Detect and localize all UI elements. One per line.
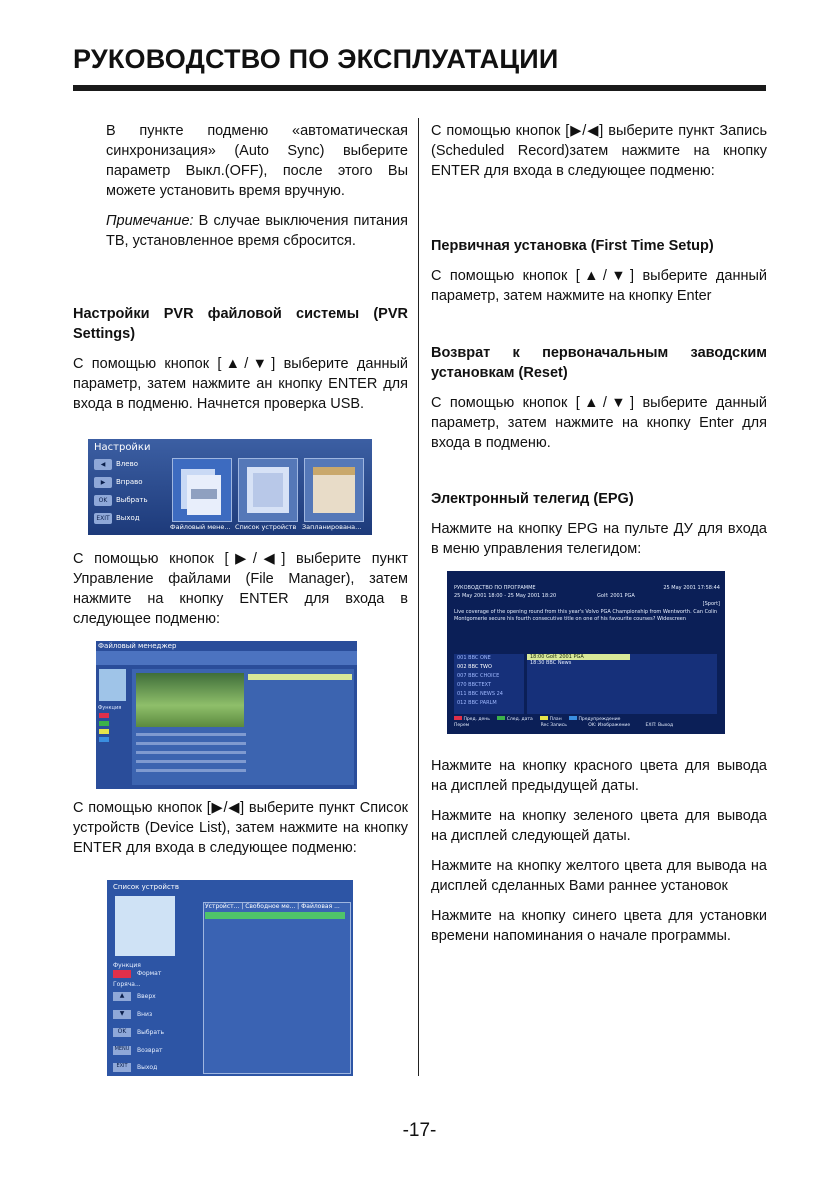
select-label: Выбрать xyxy=(137,1029,165,1036)
channel-item[interactable]: 007 BBC CHOICE xyxy=(457,673,500,679)
fts-heading: Первичная установка (First Time Setup) xyxy=(431,238,714,254)
info-line xyxy=(136,760,246,763)
page-number: -17- xyxy=(402,1120,437,1141)
info-line xyxy=(136,751,246,754)
scheduled-caption: Запланирована... xyxy=(302,523,362,531)
title-rule xyxy=(73,85,766,91)
note-text: В случае выключения питания ТВ, установленное время сбросится. xyxy=(106,213,408,249)
green-key-icon xyxy=(99,721,109,726)
key-exit-label: Выход xyxy=(116,514,140,522)
key-right: ▶ xyxy=(94,477,112,488)
legend-ok: OK: Изображение xyxy=(588,723,631,728)
epg-program: Golf: 2001 PGA xyxy=(597,593,635,599)
key-left: ◀ xyxy=(94,459,112,470)
format-key-icon xyxy=(113,970,131,978)
left-column xyxy=(73,121,408,261)
fts-section xyxy=(431,236,767,316)
fm-section xyxy=(73,549,408,639)
event-item-selected[interactable]: 18:00 Golf: 2001 PGA xyxy=(527,654,630,660)
channel-item[interactable]: 070 BBCTEXT xyxy=(457,682,492,688)
red-key-icon xyxy=(454,716,462,720)
up-label: Вверх xyxy=(137,993,156,1000)
dl-paragraph: С помощью кнопок [▶/◀] выберите пункт Список устройств (Device List), затем нажмите на кнопку ENTER для входа в следующее подменю: xyxy=(73,800,408,856)
pvr-section xyxy=(73,304,408,424)
dl-menu-function: Функция xyxy=(113,962,141,969)
info-line xyxy=(136,742,246,745)
dl-section xyxy=(73,798,408,868)
device-list-screenshot xyxy=(107,880,353,1076)
blue-key-icon xyxy=(569,716,577,720)
settings-title: Настройки xyxy=(94,442,151,453)
fm-menu-function: Функция xyxy=(98,705,122,711)
fm-paragraph: С помощью кнопок [▶/◀] выберите пункт Управление файлами (File Manager), затем нажмите на кнопку ENTER для входа в следующее подменю: xyxy=(73,551,408,627)
col-device: Устройст... xyxy=(205,903,240,910)
reset-heading: Возврат к первоначальным заводским установкам (Reset) xyxy=(431,345,767,381)
channel-item[interactable]: 001 BBC ONE xyxy=(457,655,491,661)
scheduled-record-tile xyxy=(304,458,364,522)
settings-screenshot xyxy=(88,439,372,535)
legend-move: Перем xyxy=(454,723,470,728)
exit-key: EXIT xyxy=(113,1063,131,1072)
legend-record: Rec Запись xyxy=(540,723,567,728)
red-key-paragraph: Нажмите на кнопку красного цвета для вывода на дисплей предыдущей даты. xyxy=(431,758,767,794)
legend-plan: План xyxy=(549,717,562,722)
menu-key: MENU xyxy=(113,1046,131,1055)
file-manager-screenshot xyxy=(96,641,357,789)
green-key-paragraph: Нажмите на кнопку зеленого цвета для вывода на дисплей следующей даты. xyxy=(431,808,767,844)
note-label: Примечание: xyxy=(106,213,194,229)
epg-datetime: 25 May 2001 17:58:44 xyxy=(663,585,720,591)
red-key-icon xyxy=(99,713,109,718)
reset-section xyxy=(431,343,767,463)
format-label: Формат xyxy=(137,970,162,977)
note-paragraph xyxy=(73,211,408,251)
device-list-caption: Список устройств xyxy=(235,523,297,531)
epg-title: РУКОВОДСТВО ПО ПРОГРАММЕ xyxy=(454,585,536,591)
key-right-label: Вправо xyxy=(116,478,143,486)
reset-paragraph: С помощью кнопок [▲/▼] выберите данный параметр, затем нажмите на кнопку Enter для входа в подменю. xyxy=(431,395,767,451)
sched-paragraph: С помощью кнопок [▶/◀] выберите пункт Запись (Scheduled Record)затем нажмите на кнопку ENTER для входа в следующее подменю: xyxy=(431,123,767,179)
selected-file-row[interactable] xyxy=(248,674,352,680)
info-line xyxy=(136,733,246,736)
epg-legend xyxy=(454,716,720,729)
epg-section xyxy=(431,489,767,569)
blue-key-paragraph: Нажмите на кнопку синего цвета для установки времени напоминания о начале программы. xyxy=(431,908,767,944)
up-key: ▲ xyxy=(113,992,131,1001)
sched-section xyxy=(431,121,767,191)
yellow-key-paragraph: Нажмите на кнопку желтого цвета для вывода на дисплей сделанных Вами раннее установок xyxy=(431,858,767,894)
file-manager-caption: Файловый мене... xyxy=(170,523,231,531)
yellow-key-icon xyxy=(540,716,548,720)
file-manager-tile xyxy=(172,458,232,522)
epg-description: Live coverage of the opening round from this year's Volvo PGA Championship from Wentworth. Can Colin Montgomerie secure his fourth consecutive title on one of his favourite courses? Widescreen xyxy=(454,609,718,622)
channel-item-selected[interactable]: 002 BBC TWO xyxy=(457,664,492,670)
key-exit: EXIT xyxy=(94,513,112,524)
event-item[interactable]: 18:30 BBC News xyxy=(530,660,572,666)
info-line xyxy=(136,769,246,772)
auto-sync-paragraph: В пункте подменю «автоматическая синхронизация» (Auto Sync) выберите параметр Выкл.(OFF), после этого Вы можете установить время вручную. xyxy=(106,123,408,199)
legend-exit: EXIT: Выход xyxy=(645,723,674,728)
color-keys-section xyxy=(431,756,767,956)
epg-screenshot xyxy=(447,571,725,734)
legend-prev: Пред. день xyxy=(463,717,490,722)
fm-folder-icon xyxy=(99,669,126,701)
fts-paragraph: С помощью кнопок [▲/▼] выберите данный параметр, затем нажмите на кнопку Enter xyxy=(431,268,767,304)
green-key-icon xyxy=(497,716,505,720)
exit-label: Выход xyxy=(137,1064,158,1071)
legend-reminder: Предупреждение xyxy=(578,717,621,722)
calendar-icon xyxy=(305,459,363,521)
back-label: Возврат xyxy=(137,1047,163,1054)
legend-next: След. дата xyxy=(506,717,533,722)
column-divider xyxy=(418,118,419,1076)
usb-device-icon xyxy=(115,896,175,956)
epg-genre: [Sport] xyxy=(702,601,720,607)
col-fs: Файловая ... xyxy=(301,903,340,910)
col-free: Свободное ме... xyxy=(245,903,296,910)
fm-toolbar xyxy=(96,651,357,665)
down-key: ▼ xyxy=(113,1010,131,1019)
key-ok: OK xyxy=(94,495,112,506)
device-list-tile xyxy=(238,458,298,522)
event-list xyxy=(527,654,717,714)
page-title: РУКОВОДСТВО ПО ЭКСПЛУАТАЦИИ xyxy=(73,44,559,74)
fm-title: Файловый менеджер xyxy=(98,642,177,650)
channel-item[interactable]: 012 BBC PARLM xyxy=(457,700,497,706)
pvr-paragraph: С помощью кнопок [▲/▼] выберите данный параметр, затем нажмите ан кнопку ENTER для входа в подменю. Начнется проверка USB. xyxy=(73,356,408,412)
channel-list xyxy=(454,654,524,714)
epg-range: 25 May 2001 18:00 - 25 May 2001 18:20 xyxy=(454,593,557,599)
yellow-key-icon xyxy=(99,729,109,734)
epg-heading: Электронный телегид (EPG) xyxy=(431,491,634,507)
ok-key: OK xyxy=(113,1028,131,1037)
device-table xyxy=(203,902,351,1074)
pvr-heading: Настройки PVR файловой системы (PVR Settings) xyxy=(73,306,408,342)
channel-item[interactable]: 011 BBC NEWS 24 xyxy=(457,691,503,697)
folder-icon xyxy=(173,459,231,521)
golf-preview-image xyxy=(136,673,244,727)
selected-device-row[interactable] xyxy=(205,912,345,919)
device-icon xyxy=(239,459,297,521)
hotkeys-label: Горяча... xyxy=(113,981,141,988)
blue-key-icon xyxy=(99,737,109,742)
epg-paragraph: Нажмите на кнопку EPG на пульте ДУ для входа в меню управления телегидом: xyxy=(431,521,767,557)
dl-title: Список устройств xyxy=(113,883,179,891)
down-label: Вниз xyxy=(137,1011,153,1018)
key-ok-label: Выбрать xyxy=(116,496,148,504)
dl-columns: Устройст... | Свободное ме... | Файловая ... xyxy=(205,903,340,910)
key-left-label: Влево xyxy=(116,460,138,468)
